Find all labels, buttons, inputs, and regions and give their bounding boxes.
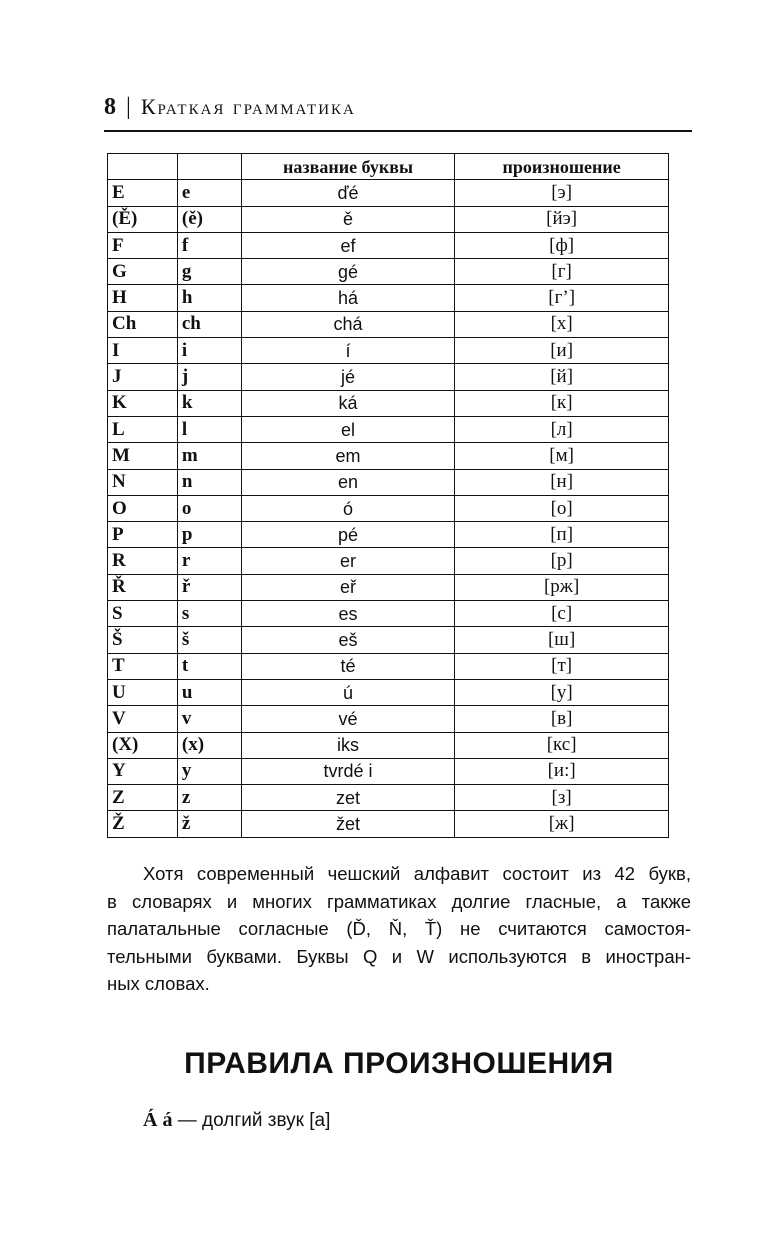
uppercase-letter-cell: G	[108, 259, 178, 285]
uppercase-letter-cell: V	[108, 706, 178, 732]
table-row	[108, 522, 669, 548]
lowercase-letter-cell: (ě)	[177, 206, 241, 232]
header-pronunciation: произношение	[455, 154, 669, 180]
letter-name-cell: ó	[241, 495, 455, 521]
uppercase-letter-cell: I	[108, 338, 178, 364]
pronunciation-cell: [г’]	[455, 285, 669, 311]
lowercase-letter-cell: n	[177, 469, 241, 495]
lowercase-letter-cell: m	[177, 443, 241, 469]
table-row	[108, 785, 669, 811]
lowercase-letter-cell: ch	[177, 311, 241, 337]
letter-name-cell: ú	[241, 679, 455, 705]
table-row	[108, 653, 669, 679]
paragraph-line: тельными буквами. Буквы Q и W используются в иностран-	[107, 945, 691, 967]
letter-name-cell: há	[241, 285, 455, 311]
pronunciation-cell: [х]	[455, 311, 669, 337]
letter-name-cell: en	[241, 469, 455, 495]
pronunciation-cell: [и:]	[455, 758, 669, 784]
uppercase-letter-cell: M	[108, 443, 178, 469]
uppercase-letter-cell: E	[108, 180, 178, 206]
pronunciation-cell: [п]	[455, 522, 669, 548]
pronunciation-cell: [й]	[455, 364, 669, 390]
running-header	[104, 92, 692, 132]
uppercase-letter-cell: L	[108, 416, 178, 442]
uppercase-letter-cell: F	[108, 232, 178, 258]
letter-name-cell: chá	[241, 311, 455, 337]
lowercase-letter-cell: ř	[177, 574, 241, 600]
pronunciation-cell: [з]	[455, 785, 669, 811]
letter-name-cell: eř	[241, 574, 455, 600]
uppercase-letter-cell: J	[108, 364, 178, 390]
lowercase-letter-cell: z	[177, 785, 241, 811]
letter-name-cell: tvrdé i	[241, 758, 455, 784]
letter-name-cell: eš	[241, 627, 455, 653]
table-row	[108, 679, 669, 705]
uppercase-letter-cell: O	[108, 495, 178, 521]
table-row	[108, 206, 669, 232]
lowercase-letter-cell: p	[177, 522, 241, 548]
lowercase-letter-cell: s	[177, 601, 241, 627]
table-row	[108, 811, 669, 837]
paragraph-line: ных словах.	[107, 973, 210, 994]
lowercase-letter-cell: y	[177, 758, 241, 784]
table-row	[108, 364, 669, 390]
uppercase-letter-cell: R	[108, 548, 178, 574]
uppercase-letter-cell: Ž	[108, 811, 178, 837]
letter-name-cell: pé	[241, 522, 455, 548]
letter-name-cell: jé	[241, 364, 455, 390]
letter-name-cell: gé	[241, 259, 455, 285]
letter-name-cell: es	[241, 601, 455, 627]
pronunciation-cell: [р]	[455, 548, 669, 574]
pronunciation-cell: [с]	[455, 601, 669, 627]
pronunciation-cell: [рж]	[455, 574, 669, 600]
uppercase-letter-cell: Ř	[108, 574, 178, 600]
running-title: Краткая грамматика	[140, 94, 356, 119]
uppercase-letter-cell: (Ě)	[108, 206, 178, 232]
pronunciation-cell: [в]	[455, 706, 669, 732]
table-row	[108, 311, 669, 337]
uppercase-letter-cell: H	[108, 285, 178, 311]
paragraph-line: палатальные согласные (Ď, Ň, Ť) не считаются самостоя-	[107, 918, 691, 939]
uppercase-letter-cell: Y	[108, 758, 178, 784]
lowercase-letter-cell: u	[177, 679, 241, 705]
pronunciation-cell: [м]	[455, 443, 669, 469]
uppercase-letter-cell: S	[108, 601, 178, 627]
uppercase-letter-cell: N	[108, 469, 178, 495]
table-row	[108, 548, 669, 574]
table-row	[108, 285, 669, 311]
uppercase-letter-cell: (X)	[108, 732, 178, 758]
lowercase-letter-cell: i	[177, 338, 241, 364]
table-row	[108, 390, 669, 416]
table-row	[108, 706, 669, 732]
pronunciation-cell: [г]	[455, 259, 669, 285]
uppercase-letter-cell: Ch	[108, 311, 178, 337]
pronunciation-cell: [н]	[455, 469, 669, 495]
letter-name-cell: ef	[241, 232, 455, 258]
header-uppercase	[108, 154, 178, 180]
section-heading: ПРАВИЛА ПРОИЗНОШЕНИЯ	[184, 1047, 614, 1080]
uppercase-letter-cell: Š	[108, 627, 178, 653]
lowercase-letter-cell: ž	[177, 811, 241, 837]
lowercase-letter-cell: g	[177, 259, 241, 285]
letter-name-cell: er	[241, 548, 455, 574]
table-header-row	[108, 154, 669, 180]
lowercase-letter-cell: o	[177, 495, 241, 521]
alphabet-note-paragraph	[107, 860, 691, 998]
lowercase-letter-cell: j	[177, 364, 241, 390]
header-separator: |	[126, 94, 131, 120]
pronunciation-cell: [к]	[455, 390, 669, 416]
letter-name-cell: zet	[241, 785, 455, 811]
uppercase-letter-cell: P	[108, 522, 178, 548]
pronunciation-cell: [йэ]	[455, 206, 669, 232]
uppercase-letter-cell: U	[108, 679, 178, 705]
uppercase-letter-cell: K	[108, 390, 178, 416]
letter-name-cell: té	[241, 653, 455, 679]
table-body	[108, 180, 669, 837]
pronunciation-cell: [э]	[455, 180, 669, 206]
table-row	[108, 574, 669, 600]
letter-name-cell: el	[241, 416, 455, 442]
lowercase-letter-cell: h	[177, 285, 241, 311]
table-row	[108, 338, 669, 364]
pronunciation-cell: [о]	[455, 495, 669, 521]
table-row	[108, 443, 669, 469]
letter-name-cell: vé	[241, 706, 455, 732]
table-row	[108, 758, 669, 784]
letter-name-cell: í	[241, 338, 455, 364]
pronunciation-cell: [т]	[455, 653, 669, 679]
page-number: 8	[104, 94, 116, 120]
rule-description: — долгий звук [а]	[172, 1110, 331, 1131]
letter-name-cell: ká	[241, 390, 455, 416]
paragraph-line: в словарях и многих грамматиках долгие гласные, а также	[107, 890, 691, 912]
pronunciation-cell: [и]	[455, 338, 669, 364]
letter-name-cell: ďé	[241, 180, 455, 206]
uppercase-letter-cell: Z	[108, 785, 178, 811]
lowercase-letter-cell: (x)	[177, 732, 241, 758]
pronunciation-cell: [ф]	[455, 232, 669, 258]
table-row	[108, 627, 669, 653]
lowercase-letter-cell: r	[177, 548, 241, 574]
pronunciation-cell: [ш]	[455, 627, 669, 653]
pronunciation-cell: [л]	[455, 416, 669, 442]
lowercase-letter-cell: š	[177, 627, 241, 653]
pronunciation-cell: [кс]	[455, 732, 669, 758]
letter-name-cell: žet	[241, 811, 455, 837]
pronunciation-cell: [ж]	[455, 811, 669, 837]
header-lowercase	[177, 154, 241, 180]
table-row	[108, 732, 669, 758]
lowercase-letter-cell: k	[177, 390, 241, 416]
table-row	[108, 416, 669, 442]
lowercase-letter-cell: e	[177, 180, 241, 206]
letter-name-cell: ě	[241, 206, 455, 232]
paragraph-line: Хотя современный чешский алфавит состоит из 42 букв,	[143, 863, 691, 884]
lowercase-letter-cell: f	[177, 232, 241, 258]
rule-letters: Á á	[143, 1109, 173, 1131]
table-row	[108, 469, 669, 495]
lowercase-letter-cell: l	[177, 416, 241, 442]
lowercase-letter-cell: t	[177, 653, 241, 679]
letter-name-cell: em	[241, 443, 455, 469]
letter-name-cell: iks	[241, 732, 455, 758]
pronunciation-cell: [у]	[455, 679, 669, 705]
table-row	[108, 259, 669, 285]
table-row	[108, 180, 669, 206]
alphabet-table	[107, 153, 669, 838]
table-row	[108, 495, 669, 521]
lowercase-letter-cell: v	[177, 706, 241, 732]
pronunciation-rule	[143, 1107, 330, 1134]
table-row	[108, 232, 669, 258]
table-row	[108, 601, 669, 627]
header-letter-name: название буквы	[241, 154, 455, 180]
uppercase-letter-cell: T	[108, 653, 178, 679]
